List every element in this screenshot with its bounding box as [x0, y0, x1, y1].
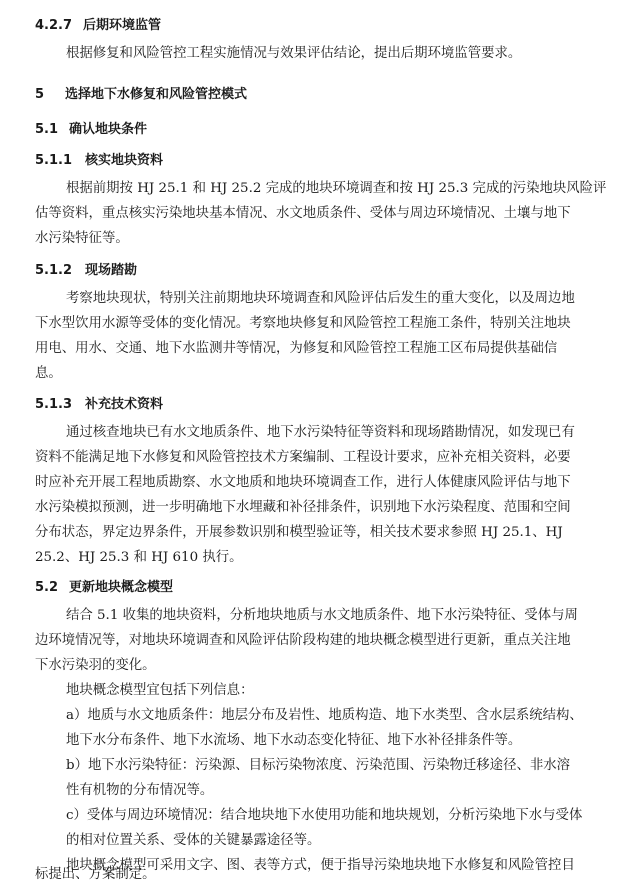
- paragraph-line: 用电、用水、交通、地下水监测井等情况，为修复和风险管控工程施工区布局提供基础信: [35, 341, 558, 356]
- paragraph-line: 边环境情况等，对地块环境调查和风险评估阶段构建的地块概念模型进行更新，重点关注地: [35, 633, 571, 648]
- heading-number: 5.1: [35, 122, 59, 137]
- paragraph-line: 结合 5.1 收集的地块资料，分析地块地质与水文地质条件、地下水污染特征、受体与周: [66, 608, 578, 623]
- paragraph-line: 25.2、HJ 25.3 和 HJ 610 执行。: [35, 550, 243, 565]
- list-item-a-cont: 地下水分布条件、地下水流场、地下水动态变化特征、地下水补径排条件等。: [66, 733, 522, 748]
- paragraph-line: 时应补充开展工程地质勘察、水文地质和地块环境调查工作，进行人体健康风险评估与地下: [35, 475, 571, 490]
- paragraph-line: 地块概念模型宜包括下列信息：: [66, 683, 254, 698]
- heading-title: 确认地块条件: [69, 122, 148, 137]
- list-item-a: a）地质与水文地质条件：地层分布及岩性、地质构造、地下水类型、含水层系统结构、: [66, 708, 583, 723]
- paragraph-line: 根据修复和风险管控工程实施情况与效果评估结论，提出后期环境监管要求。: [66, 46, 522, 61]
- paragraph-line: 估等资料，重点核实污染地块基本情况、水文地质条件、受体与周边环境情况、土壤与地下: [35, 206, 571, 221]
- paragraph-line: 标提出、方案制定。: [35, 867, 156, 882]
- heading-5-1-2: [35, 262, 137, 280]
- heading-number: 5.1.2: [35, 263, 73, 278]
- list-item-c: c）受体与周边环境情况：结合地块地下水使用功能和地块规划，分析污染地下水与受体: [66, 808, 583, 823]
- paragraph-line: 地块概念模型可采用文字、图、表等方式，便于指导污染地块地下水修复和风险管控目: [66, 858, 575, 873]
- heading-title: 核实地块资料: [85, 153, 164, 168]
- paragraph-line: 通过核查地块已有水文地质条件、地下水污染特征等资料和现场踏勘情况，如发现已有: [66, 425, 575, 440]
- heading-number: 5.1.1: [35, 153, 73, 168]
- list-item-b: b）地下水污染特征：污染源、目标污染物浓度、污染范围、污染物迁移途径、非水溶: [66, 758, 571, 773]
- paragraph-line: 下水污染羽的变化。: [35, 658, 156, 673]
- heading-title: 后期环境监管: [83, 18, 162, 33]
- paragraph-line: 下水型饮用水源等受体的变化情况。考察地块修复和风险管控工程施工条件，特别关注地块: [35, 316, 571, 331]
- paragraph-line: 资料不能满足地下水修复和风险管控技术方案编制、工程设计要求，应补充相关资料，必要: [35, 450, 571, 465]
- heading-number: 5: [35, 87, 45, 102]
- paragraph-line: 考察地块现状，特别关注前期地块环境调查和风险评估后发生的重大变化，以及周边地: [66, 291, 575, 306]
- heading-title: 选择地下水修复和风险管控模式: [65, 87, 248, 102]
- heading-number: 5.2: [35, 580, 59, 595]
- heading-4-2-7: [35, 17, 161, 35]
- paragraph-line: 分布状态，界定边界条件，开展参数识别和模型验证等，相关技术要求参照 HJ 25.1、HJ: [35, 525, 563, 540]
- heading-title: 更新地块概念模型: [69, 580, 174, 595]
- heading-5: [35, 86, 247, 104]
- heading-title: 补充技术资料: [85, 397, 164, 412]
- paragraph-line: 水污染特征等。: [35, 231, 129, 246]
- list-item-c-cont: 的相对位置关系、受体的关键暴露途径等。: [66, 833, 321, 848]
- heading-number: 5.1.3: [35, 397, 73, 412]
- heading-5-1-3: [35, 396, 163, 414]
- paragraph-line: 水污染模拟预测，进一步明确地下水埋藏和补径排条件，识别地下水污染程度、范围和空间: [35, 500, 571, 515]
- paragraph-line: 息。: [35, 366, 62, 381]
- heading-5-2: [35, 579, 173, 597]
- heading-title: 现场踏勘: [85, 263, 138, 278]
- heading-5-1-1: [35, 152, 163, 170]
- paragraph-line: 根据前期按 HJ 25.1 和 HJ 25.2 完成的地块环境调查和按 HJ 25.3 完成的污染地块风险评: [66, 181, 607, 196]
- heading-5-1: [35, 121, 147, 139]
- heading-number: 4.2.7: [35, 18, 73, 33]
- list-item-b-cont: 性有机物的分布情况等。: [66, 783, 214, 798]
